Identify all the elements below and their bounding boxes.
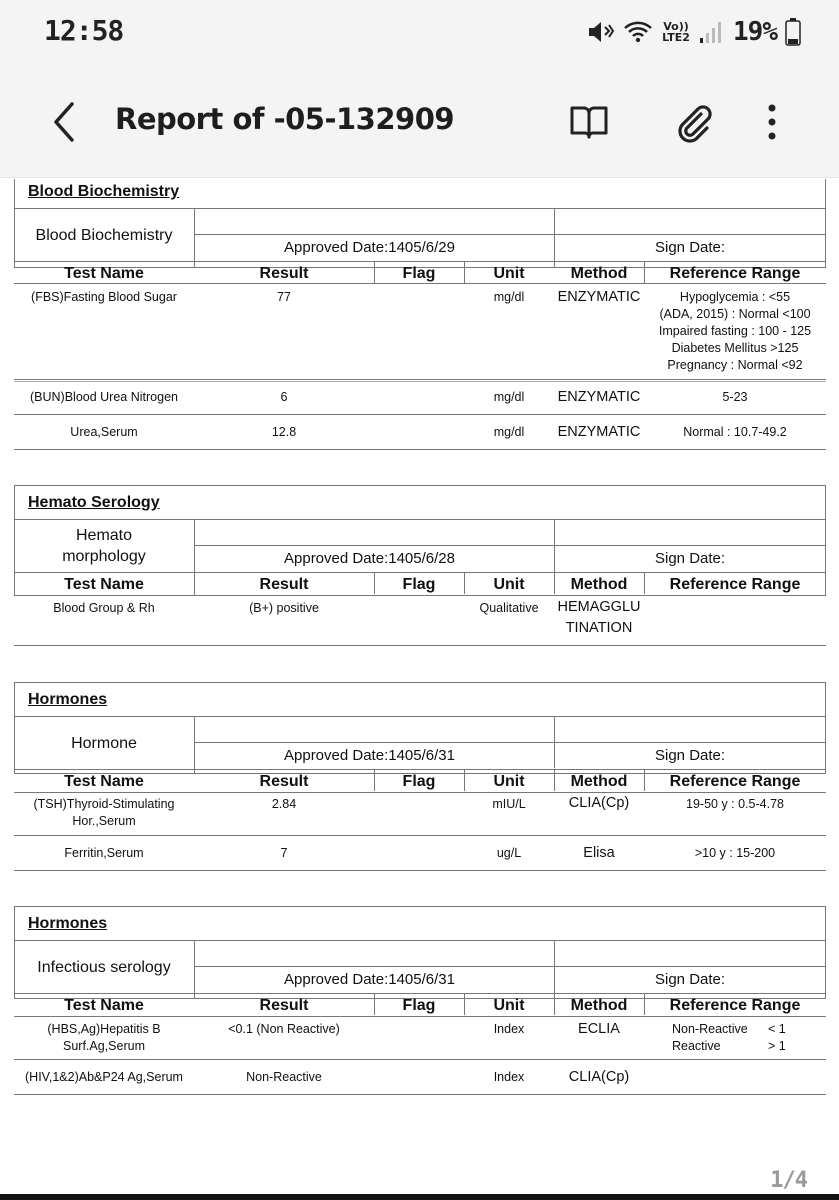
sign-date: Sign Date: bbox=[655, 550, 726, 567]
column-header-unit: Unit bbox=[493, 773, 525, 790]
sign-date: Sign Date: bbox=[655, 971, 726, 988]
column-header-test-name: Test Name bbox=[64, 997, 144, 1014]
network-label: Vo)) LTE2 bbox=[662, 20, 690, 44]
approved-date: Approved Date:1405/6/31 bbox=[284, 971, 455, 988]
column-header-flag: Flag bbox=[402, 576, 436, 593]
reference-value bbox=[768, 1021, 808, 1055]
approved-date: Approved Date:1405/6/31 bbox=[284, 747, 455, 764]
test-name: Urea,Serum bbox=[70, 425, 138, 439]
test-name: Blood Group & Rh bbox=[53, 601, 155, 615]
method-value: ENZYMATIC bbox=[557, 289, 641, 305]
result-value: 6 bbox=[280, 390, 288, 404]
unit-value: Qualitative bbox=[479, 601, 539, 615]
result-value: 77 bbox=[277, 290, 291, 304]
result-value: 12.8 bbox=[271, 425, 297, 439]
reference-line: Hypoglycemia : <55 bbox=[679, 290, 791, 304]
test-name: Ferritin,Serum bbox=[64, 846, 144, 860]
unit-value: mIU/L bbox=[492, 797, 526, 811]
unit-value: Index bbox=[493, 1022, 525, 1036]
wifi-icon bbox=[623, 19, 653, 45]
more-options-button[interactable] bbox=[750, 100, 794, 144]
book-button[interactable] bbox=[567, 100, 611, 144]
column-header-result: Result bbox=[259, 576, 309, 593]
test-name-line: (TSH)Thyroid-Stimulating bbox=[33, 797, 175, 811]
column-header-method: Method bbox=[570, 265, 628, 282]
status-time: 12:58 bbox=[44, 14, 124, 47]
battery-percent: 19% bbox=[733, 17, 777, 47]
column-header-flag: Flag bbox=[402, 773, 436, 790]
battery-icon bbox=[785, 18, 801, 46]
unit-value: Index bbox=[493, 1070, 525, 1084]
test-name: (HIV,1&2)Ab&P24 Ag,Serum bbox=[25, 1070, 183, 1084]
status-bar bbox=[0, 0, 839, 64]
mute-icon bbox=[587, 19, 615, 45]
column-header-test-name: Test Name bbox=[64, 265, 144, 282]
attachment-button[interactable] bbox=[671, 100, 715, 144]
test-name bbox=[14, 796, 194, 830]
column-header-unit: Unit bbox=[493, 576, 525, 593]
app-bar bbox=[0, 64, 839, 178]
column-header-unit: Unit bbox=[493, 997, 525, 1014]
reference-range: 5-23 bbox=[722, 390, 748, 404]
test-name bbox=[14, 1021, 194, 1055]
unit-value: mg/dl bbox=[493, 390, 525, 404]
column-header-method: Method bbox=[570, 576, 628, 593]
column-header-unit: Unit bbox=[493, 265, 525, 282]
reference-line: (ADA, 2015) : Normal <100 bbox=[659, 307, 811, 321]
method-value: ECLIA bbox=[578, 1021, 620, 1037]
back-button[interactable] bbox=[44, 100, 84, 144]
method-line: HEMAGGLU bbox=[557, 599, 641, 615]
column-header-result: Result bbox=[259, 773, 309, 790]
reference-range bbox=[644, 289, 826, 374]
test-name: (FBS)Fasting Blood Sugar bbox=[31, 290, 177, 304]
reference-line: Diabetes Mellitus >125 bbox=[671, 341, 799, 355]
section-title: Blood Biochemistry bbox=[28, 183, 180, 200]
column-header-method: Method bbox=[570, 773, 628, 790]
unit-value: ug/L bbox=[496, 846, 522, 860]
section-title: Hemato Serology bbox=[28, 494, 160, 511]
test-name-line: Hor.,Serum bbox=[72, 814, 136, 828]
section-title: Hormones bbox=[28, 915, 108, 932]
page-title: Report of -05-132909 bbox=[115, 102, 455, 136]
method-line: TINATION bbox=[565, 620, 633, 636]
unit-value: mg/dl bbox=[493, 290, 525, 304]
column-header-test-name: Test Name bbox=[64, 773, 144, 790]
status-icons bbox=[587, 14, 801, 50]
column-header-result: Result bbox=[259, 265, 309, 282]
reference-range: >10 y : 15-200 bbox=[694, 846, 776, 860]
reference-range: 19-50 y : 0.5-4.78 bbox=[686, 797, 784, 811]
method-value: CLIA(Cp) bbox=[568, 1069, 630, 1085]
sign-date: Sign Date: bbox=[655, 239, 726, 256]
result-value: (B+) positive bbox=[249, 601, 319, 615]
column-header-flag: Flag bbox=[402, 997, 436, 1014]
approved-date: Approved Date:1405/6/29 bbox=[284, 239, 455, 256]
column-header-reference-range: Reference Range bbox=[669, 773, 801, 790]
sub-section-name-line: morphology bbox=[62, 548, 146, 565]
sign-date: Sign Date: bbox=[655, 747, 726, 764]
column-header-method: Method bbox=[570, 997, 628, 1014]
result-value: 2.84 bbox=[271, 797, 297, 811]
test-name: (BUN)Blood Urea Nitrogen bbox=[30, 390, 178, 404]
section-title: Hormones bbox=[28, 691, 108, 708]
method-value: ENZYMATIC bbox=[557, 424, 641, 440]
method-value: CLIA(Cp) bbox=[568, 795, 630, 811]
test-name-line: Surf.Ag,Serum bbox=[63, 1039, 145, 1053]
method-value: ENZYMATIC bbox=[557, 389, 641, 405]
more-vertical-icon bbox=[750, 100, 794, 144]
reference-value-line: < 1 bbox=[768, 1022, 786, 1036]
unit-value: mg/dl bbox=[493, 425, 525, 439]
sub-section-name bbox=[14, 525, 194, 567]
reference-line: Impaired fasting : 100 - 125 bbox=[658, 324, 812, 338]
reference-range: Normal : 10.7-49.2 bbox=[683, 425, 787, 439]
sub-section-name: Hormone bbox=[71, 735, 137, 752]
column-header-reference-range: Reference Range bbox=[669, 265, 801, 282]
column-header-flag: Flag bbox=[402, 265, 436, 282]
book-icon bbox=[569, 104, 609, 140]
test-name-line: (HBS,Ag)Hepatitis B bbox=[47, 1022, 161, 1036]
page-indicator: 1/4 bbox=[770, 1168, 807, 1193]
column-header-reference-range: Reference Range bbox=[669, 997, 801, 1014]
column-header-result: Result bbox=[259, 997, 309, 1014]
sub-section-name: Blood Biochemistry bbox=[35, 227, 173, 244]
reference-label bbox=[672, 1021, 762, 1055]
sub-section-name-line: Hemato bbox=[75, 527, 133, 544]
reference-value-line: > 1 bbox=[768, 1039, 786, 1053]
sub-section-name: Infectious serology bbox=[37, 959, 171, 976]
method-value: Elisa bbox=[583, 845, 615, 861]
report-page[interactable] bbox=[0, 179, 839, 1194]
reference-label-line: Non-Reactive bbox=[672, 1022, 748, 1036]
method-value bbox=[554, 597, 644, 639]
back-arrow-icon bbox=[44, 100, 84, 144]
result-value: Non-Reactive bbox=[246, 1070, 322, 1084]
reference-line: Pregnancy : Normal <92 bbox=[667, 358, 803, 372]
column-header-test-name: Test Name bbox=[64, 576, 144, 593]
result-value: <0.1 (Non Reactive) bbox=[228, 1022, 340, 1036]
approved-date: Approved Date:1405/6/28 bbox=[284, 550, 455, 567]
signal-icon bbox=[699, 19, 725, 45]
paperclip-icon bbox=[671, 100, 715, 144]
bottom-edge bbox=[0, 1194, 839, 1200]
result-value: 7 bbox=[280, 846, 288, 860]
column-header-reference-range: Reference Range bbox=[669, 576, 801, 593]
reference-label-line: Reactive bbox=[672, 1039, 721, 1053]
